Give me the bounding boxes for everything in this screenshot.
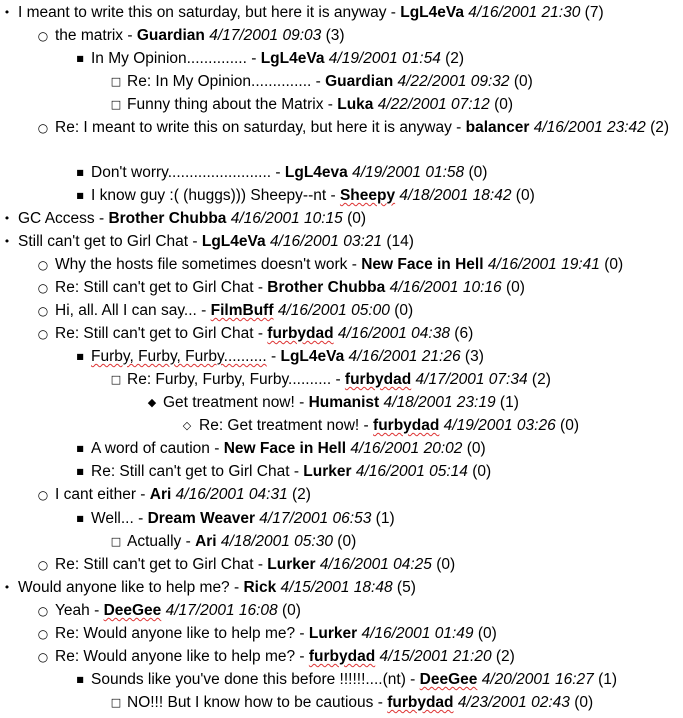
post-author: Guardian (136, 27, 205, 44)
reply-count: (6) (454, 325, 474, 342)
post-title[interactable]: Actually (127, 533, 182, 550)
post-date: 4/18/2001 05:30 (220, 533, 333, 550)
post-author: Sheepy (339, 187, 396, 204)
separator: - (253, 556, 268, 573)
post-title[interactable]: Re: Still can't get to Girl Chat (91, 463, 290, 480)
separator: - (295, 648, 309, 665)
bullet-circle-icon: ○ (37, 327, 49, 341)
separator: - (188, 233, 202, 250)
separator: - (405, 671, 420, 688)
post-author: Luka (337, 96, 374, 113)
reply-count: (7) (584, 4, 604, 21)
post-date: 4/16/2001 21:26 (348, 348, 461, 365)
reply-count: (14) (386, 233, 414, 250)
bullet-circle-icon: ○ (37, 627, 49, 641)
reply-count: (0) (604, 256, 624, 273)
separator: - (246, 50, 261, 67)
post-title[interactable]: NO!!! But I know how to be cautious (127, 694, 374, 711)
separator: - (323, 96, 338, 113)
post-title[interactable]: I cant either (55, 486, 136, 503)
post-title[interactable]: Re: Furby, Furby, Furby.......... (127, 371, 332, 388)
separator: - (229, 579, 244, 596)
post-title[interactable]: the matrix (55, 27, 124, 44)
post-author: FilmBuff (210, 302, 274, 319)
bullet-circle-icon: ○ (37, 281, 49, 295)
reply-count: (2) (531, 371, 551, 388)
separator: - (294, 394, 309, 411)
separator: - (451, 119, 466, 136)
bullet-square-icon: ■ (76, 467, 84, 476)
reply-count: (0) (468, 164, 488, 181)
bullet-disc-icon: • (3, 212, 11, 225)
post-title[interactable]: Re: I meant to write this on saturday, but here it is anyway (55, 119, 452, 136)
bullet-circle-icon: ○ (37, 121, 49, 135)
bullet-square-icon: ■ (76, 675, 84, 684)
bullet-square-icon: ■ (76, 191, 84, 200)
separator: - (133, 510, 148, 527)
reply-count: (0) (505, 279, 525, 296)
reply-count: (0) (436, 556, 456, 573)
separator: - (347, 256, 362, 273)
bullet-circle-icon: ○ (37, 29, 49, 43)
post-date: 4/15/2001 18:48 (280, 579, 393, 596)
separator: - (271, 164, 285, 181)
post-author: furbydad (387, 694, 454, 711)
bullet-disc-icon: • (3, 581, 11, 594)
bullet-hollow-square-icon: □ (110, 98, 122, 111)
separator: - (253, 279, 268, 296)
post-date: 4/19/2001 01:58 (352, 164, 465, 181)
bullet-square-icon: ■ (76, 444, 84, 453)
post-date: 4/16/2001 04:25 (319, 556, 432, 573)
post-title[interactable]: Would anyone like to help me? (18, 579, 230, 596)
reply-count: (0) (515, 187, 535, 204)
post-date: 4/20/2001 16:27 (481, 671, 594, 688)
post-author: Lurker (308, 625, 358, 642)
post-date: 4/16/2001 19:41 (487, 256, 600, 273)
post-author: New Face in Hell (361, 256, 484, 273)
bullet-hollow-diamond-icon: ◇ (182, 419, 192, 432)
post-title[interactable]: Re: Would anyone like to help me? (55, 625, 296, 642)
separator: - (181, 533, 196, 550)
bullet-circle-icon: ○ (37, 604, 49, 618)
post-date: 4/17/2001 16:08 (165, 602, 278, 619)
post-date: 4/19/2001 03:26 (443, 417, 556, 434)
separator: - (311, 73, 326, 90)
post-author: Guardian (325, 73, 394, 90)
post-author: DeeGee (103, 602, 162, 619)
reply-count: (0) (337, 533, 357, 550)
reply-count: (0) (347, 210, 367, 227)
post-title[interactable]: Sounds like you've done this before !!!!!!....(nt) (91, 671, 406, 688)
reply-count: (3) (325, 27, 345, 44)
post-author: furbydad (373, 417, 440, 434)
bullet-hollow-square-icon: □ (110, 75, 122, 88)
separator: - (209, 440, 224, 457)
reply-count: (0) (513, 73, 533, 90)
separator: - (373, 694, 388, 711)
post-author: DeeGee (419, 671, 478, 688)
post-author: Lurker (267, 556, 316, 573)
post-title[interactable]: Get treatment now! (163, 394, 295, 411)
bullet-circle-icon: ○ (37, 558, 49, 572)
post-title[interactable]: Why the hosts file sometimes doesn't work (55, 256, 348, 273)
post-date: 4/17/2001 09:03 (209, 27, 322, 44)
post-author: Rick (243, 579, 277, 596)
post-author: Lurker (303, 463, 352, 480)
reply-count: (1) (375, 510, 395, 527)
post-date: 4/15/2001 21:20 (379, 648, 492, 665)
post-date: 4/16/2001 20:02 (350, 440, 463, 457)
bullet-disc-icon: • (3, 235, 11, 248)
post-author: Ari (195, 533, 217, 550)
post-date: 4/19/2001 01:54 (328, 50, 441, 67)
separator: - (89, 602, 104, 619)
post-author: furbydad (344, 371, 412, 388)
post-author: furbydad (308, 648, 376, 665)
post-date: 4/16/2001 05:00 (277, 302, 390, 319)
separator: - (123, 27, 137, 44)
reply-count: (0) (477, 625, 497, 642)
post-date: 4/23/2001 02:43 (457, 694, 570, 711)
post-date: 4/16/2001 01:49 (361, 625, 474, 642)
bullet-circle-icon: ○ (37, 650, 49, 664)
bullet-hollow-square-icon: □ (110, 696, 122, 709)
post-title[interactable]: Furby, Furby, Furby.......... (91, 348, 267, 365)
bullet-circle-icon: ○ (37, 488, 49, 502)
post-date: 4/18/2001 18:42 (399, 187, 512, 204)
post-date: 4/16/2001 23:42 (533, 119, 646, 136)
post-author: LgL4eVa (201, 233, 266, 250)
post-title[interactable]: Re: Would anyone like to help me? (55, 648, 296, 665)
reply-count: (5) (396, 579, 416, 596)
post-date: 4/17/2001 06:53 (259, 510, 372, 527)
post-date: 4/16/2001 10:15 (230, 210, 343, 227)
separator: - (253, 325, 268, 342)
separator: - (359, 417, 374, 434)
separator: - (136, 486, 150, 503)
post-author: LgL4eva (284, 164, 348, 181)
reply-count: (0) (281, 602, 301, 619)
reply-count: (0) (494, 96, 514, 113)
reply-count: (0) (560, 417, 579, 434)
post-date: 4/16/2001 05:14 (355, 463, 468, 480)
bullet-disc-icon: • (3, 6, 11, 19)
post-author: LgL4eVa (280, 348, 345, 365)
post-author: New Face in Hell (223, 440, 347, 457)
post-title[interactable]: Funny thing about the Matrix (127, 96, 324, 113)
post-title[interactable]: In My Opinion.............. (91, 50, 247, 67)
post-date: 4/16/2001 10:16 (389, 279, 502, 296)
post-author: LgL4eVa (260, 50, 325, 67)
reply-count: (1) (499, 394, 519, 411)
bullet-square-icon: ■ (76, 514, 84, 523)
post-title[interactable]: Re: Still can't get to Girl Chat (55, 556, 254, 573)
post-title[interactable]: I meant to write this on saturday, but here it is anyway (18, 4, 387, 21)
separator: - (386, 4, 401, 21)
post-author: Humanist (308, 394, 380, 411)
post-date: 4/16/2001 21:30 (468, 4, 581, 21)
post-date: 4/17/2001 07:34 (415, 371, 528, 388)
post-author: Ari (149, 486, 172, 503)
bullet-square-icon: ■ (76, 54, 84, 63)
bullet-square-icon: ■ (76, 168, 84, 177)
post-date: 4/16/2001 04:31 (175, 486, 288, 503)
bullet-hollow-square-icon: □ (110, 373, 122, 386)
reply-count: (0) (472, 463, 492, 480)
reply-count: (2) (292, 486, 311, 503)
post-title[interactable]: A word of caution (91, 440, 210, 457)
separator: - (331, 371, 345, 388)
post-author: LgL4eVa (400, 4, 464, 21)
post-title[interactable]: Hi, all. All I can say... (55, 302, 197, 319)
reply-count: (3) (464, 348, 484, 365)
post-author: Dream Weaver (147, 510, 255, 527)
post-author: balancer (465, 119, 530, 136)
post-title[interactable]: Yeah (55, 602, 90, 619)
separator: - (196, 302, 211, 319)
post-title[interactable]: GC Access (18, 210, 95, 227)
bullet-circle-icon: ○ (37, 258, 49, 272)
post-author: Brother Chubba (108, 210, 227, 227)
bullet-diamond-icon: ◆ (147, 396, 157, 409)
reply-count: (0) (466, 440, 486, 457)
post-title[interactable]: Re: In My Opinion.............. (127, 73, 312, 90)
post-title[interactable]: Re: Still can't get to Girl Chat (55, 325, 254, 342)
bullet-circle-icon: ○ (37, 304, 49, 318)
post-title[interactable]: Re: Still can't get to Girl Chat (55, 279, 254, 296)
post-title[interactable]: Still can't get to Girl Chat (18, 233, 189, 250)
reply-count: (0) (394, 302, 414, 319)
post-title[interactable]: Re: Get treatment now! (199, 417, 360, 434)
post-author: Brother Chubba (267, 279, 386, 296)
separator: - (266, 348, 281, 365)
post-date: 4/22/2001 07:12 (377, 96, 490, 113)
bullet-square-icon: ■ (76, 352, 84, 361)
post-date: 4/16/2001 03:21 (269, 233, 382, 250)
separator: - (94, 210, 109, 227)
reply-count: (2) (650, 119, 670, 136)
post-date: 4/16/2001 04:38 (337, 325, 450, 342)
post-date: 4/22/2001 09:32 (397, 73, 510, 90)
post-date: 4/18/2001 23:19 (383, 394, 496, 411)
separator: - (295, 625, 309, 642)
post-title[interactable]: Don't worry........................ (91, 164, 272, 181)
reply-count: (0) (574, 694, 594, 711)
reply-count: (2) (495, 648, 515, 665)
bullet-hollow-square-icon: □ (110, 535, 122, 548)
separator: - (289, 463, 304, 480)
post-title[interactable]: Well... (91, 510, 134, 527)
reply-count: (2) (445, 50, 465, 67)
reply-count: (1) (598, 671, 618, 688)
separator: - (326, 187, 340, 204)
post-title[interactable]: I know guy :( (huggs))) Sheepy--nt (91, 187, 327, 204)
post-author: furbydad (267, 325, 334, 342)
